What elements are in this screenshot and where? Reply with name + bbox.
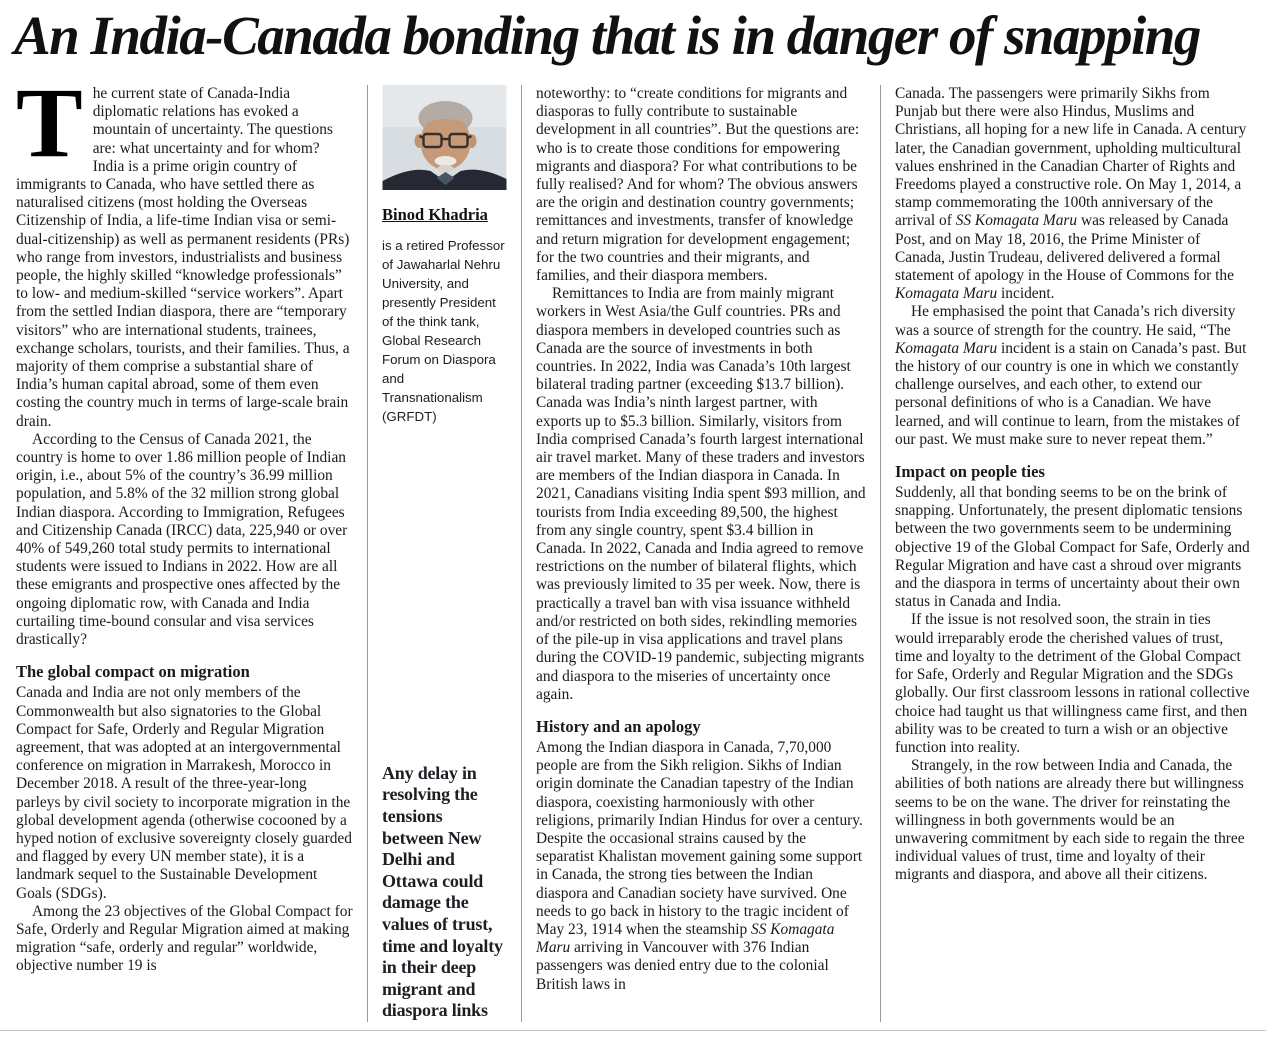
article-column-2	[536, 85, 866, 1022]
article-paragraph: The current state of Canada-India diplomatic relations has evoked a mountain of uncertainty. The questions are: what uncertainty and for whom? India is a prime origin country of immigrants to Canada, who have settled there as naturalised citizens (most holding the Overseas Citizenship of India, a life-time Indian visa or semi-dual-citizenship) as well as permanent residents (PRs) who range from investors, industrialists and business people, the highly skilled “knowledge professionals” to low- and medium-skilled “service workers”. Apart from the settled Indian diaspora, there are “temporary visitors” who are international students, trainees, exchange scholars, tourists, and their families. Thus, a majority of them comprise a substantial share of India’s human capital abroad, some of them even costing the country much in terms of large-scale brain drain.	[16, 85, 350, 430]
column-divider	[367, 85, 368, 1022]
article-headline: An India-Canada bonding that is in danger of snapping	[14, 5, 1200, 66]
article-paragraph: Remittances to India are from mainly migrant workers in West Asia/the Gulf countries. PRs and diaspora members in developed countries such as Canada are the source of investments in both countries. In 2022, India was Canada’s 10th largest bilateral trading partner (exceeding $13.7 billion). Canada was India’s ninth largest partner, with exports up to $5.3 billion. Similarly, visitors from India comprised Canada’s fourth largest international air travel market. Many of these traders and investors are members of the Indian diaspora in Canada. In 2021, Canadians visiting India spent $93 million, and tourists from India exceeding 89,500, the highest from any single country, spent $3.4 billion in Canada. In 2022, Canada and India agreed to remove restrictions on the number of bilateral flights, which was previously limited to 35 per week. Now, there is practically a travel ban with visa issuance withheld and/or restricted on both sides, rekindling memories of the pile-up in visa applications and travel plans during the COVID-19 pandemic, subjecting migrants and diaspora to the miseries of uncertainty once again.	[536, 285, 866, 703]
pull-quote: Any delay in resolving the tensions between New Delhi and Ottawa could damage the values of trust, time and loyalty in their deep migrant and diaspora links	[382, 762, 503, 1021]
author-feature-column	[382, 85, 507, 1022]
article-paragraph: He emphasised the point that Canada’s rich diversity was a source of strength for the country. He said, “The Komagata Maru incident is a stain on Canada’s past. But the history of our country is one in which we constantly challenge ourselves, and each other, to extend our personal definitions of who is a Canadian. We have learned, and will continue to learn, from the mistakes of our past. We must make sure to never repeat them.”	[895, 303, 1247, 448]
author-photo	[382, 85, 507, 190]
article-column-3	[895, 85, 1250, 1022]
article-paragraph: noteworthy: to “create conditions for migrants and diasporas to fully contribute to sustainable development in all countries”. But the questions are: who is to create those conditions for empowering migrants and diaspora? For what contributions to be fully realised? And for whom? The obvious answers are the origin and destination country governments; remittances and investments, transfer of knowledge and return migration for development engagement; for the two countries and their migrants, and families, and their diaspora members.	[536, 85, 860, 285]
article-paragraph: Among the 23 objectives of the Global Compact for Safe, Orderly and Regular Migration aimed at making migration “safe, orderly and regular” worldwide, objective number 19 is	[16, 902, 353, 975]
column-divider	[521, 85, 522, 1022]
article-paragraph: According to the Census of Canada 2021, the country is home to over 1.86 million people of Indian origin, i.e., about 5% of the country’s 36.99 million population, and 5.8% of the 32 million strong global Indian diaspora. According to Immigration, Refugees and Citizenship Canada (IRCC) data, 225,940 or over 40% of 549,260 total study permits to international students were issued to Indians in 2022. How are all these emigrants and prospective ones affected by the ongoing diplomatic row, with Canada and India curtailing time-bound consular and visa services drastically?	[16, 430, 348, 649]
section-heading: Impact on people ties	[895, 462, 1045, 482]
article-column-1	[16, 85, 353, 1022]
article-paragraph: If the issue is not resolved soon, the strain in ties would irreparably erode the cherished values of trust, time and loyalty to the detriment of the Global Compact for Safe, Orderly and Regular Migration and the SDGs globally. Our first classroom lessons in rational collective choice had taught us that willingness came first, and then ability was to be created to turn a wish or an objective function into reality.	[895, 611, 1250, 756]
bottom-rule	[0, 1030, 1266, 1031]
article-paragraph: Strangely, in the row between India and Canada, the abilities of both nations are already there but willingness seems to be on the wane. The driver for reinstating the willingness in both governments would be an unwavering commitment by each side to regain the three individual values of trust, time and loyalty of their migrants and diaspora, and above all their citizens.	[895, 757, 1245, 884]
author-bio: is a retired Professor of Jawaharlal Nehru University, and presently President of the think tank, Global Research Forum on Diaspora and Transnationalism (GRFDT)	[382, 238, 505, 424]
section-heading: The global compact on migration	[16, 662, 250, 682]
column-divider	[880, 85, 881, 1022]
article-body	[0, 85, 1266, 1022]
section-heading: History and an apology	[536, 716, 701, 736]
article-paragraph: Canada. The passengers were primarily Sikhs from Punjab but there were also Hindus, Muslims and Christians, all hoping for a new life in Canada. A century later, the Canadian government, upholding multicultural values enshrined in the Canadian Charter of Rights and Freedoms played a constructive role. On May 1, 2014, a stamp commemorating the 100th anniversary of the arrival of SS Komagata Maru was released by Canada Post, and on May 18, 2016, the Prime Minister of Canada, Justin Trudeau, delivered delivered a formal statement of apology in the House of Commons for the Komagata Maru incident.	[895, 85, 1247, 303]
article-paragraph: Suddenly, all that bonding seems to be on the brink of snapping. Unfortunately, the present diplomatic tensions between the two governments seem to be undermining objective 19 of the Global Compact for Safe, Orderly and Regular Migration and have cast a shroud over migrants and the diaspora in terms of uncertainty about their own status in Canada and India.	[895, 484, 1250, 611]
author-name: Binod Khadria	[382, 205, 488, 224]
article-paragraph: Among the Indian diaspora in Canada, 7,70,000 people are from the Sikh religion. Sikhs of Indian origin dominate the Canadian tapestry of the Indian diaspora, coexisting harmoniously with other religions, primarily Indian Hindus for over a century. Despite the occasional strains caused by the separatist Khalistan movement gaining some support in Canada, the strong ties between the Indian diaspora and Canadian society have survived. One needs to go back in history to the tragic incident of May 23, 1914 when the steamship SS Komagata Maru arriving in Vancouver with 376 Indian passengers was denied entry due to the colonial British laws in	[536, 738, 863, 993]
drop-cap: T	[16, 85, 83, 178]
article-paragraph: Canada and India are not only members of the Commonwealth but also signatories to the Global Compact for Safe, Orderly and Regular Migration agreement, that was adopted at an intergovernmental conference on migration in Marrakesh, Morocco in December 2018. A result of the three-year-long parleys by civil society to incorporate migration in the global development agenda (otherwise cocooned by a hyped notion of exclusive sovereignty closely guarded and flagged by every UN member state), it is a landmark sequel to the Sustainable Development Goals (SDGs).	[16, 684, 352, 902]
